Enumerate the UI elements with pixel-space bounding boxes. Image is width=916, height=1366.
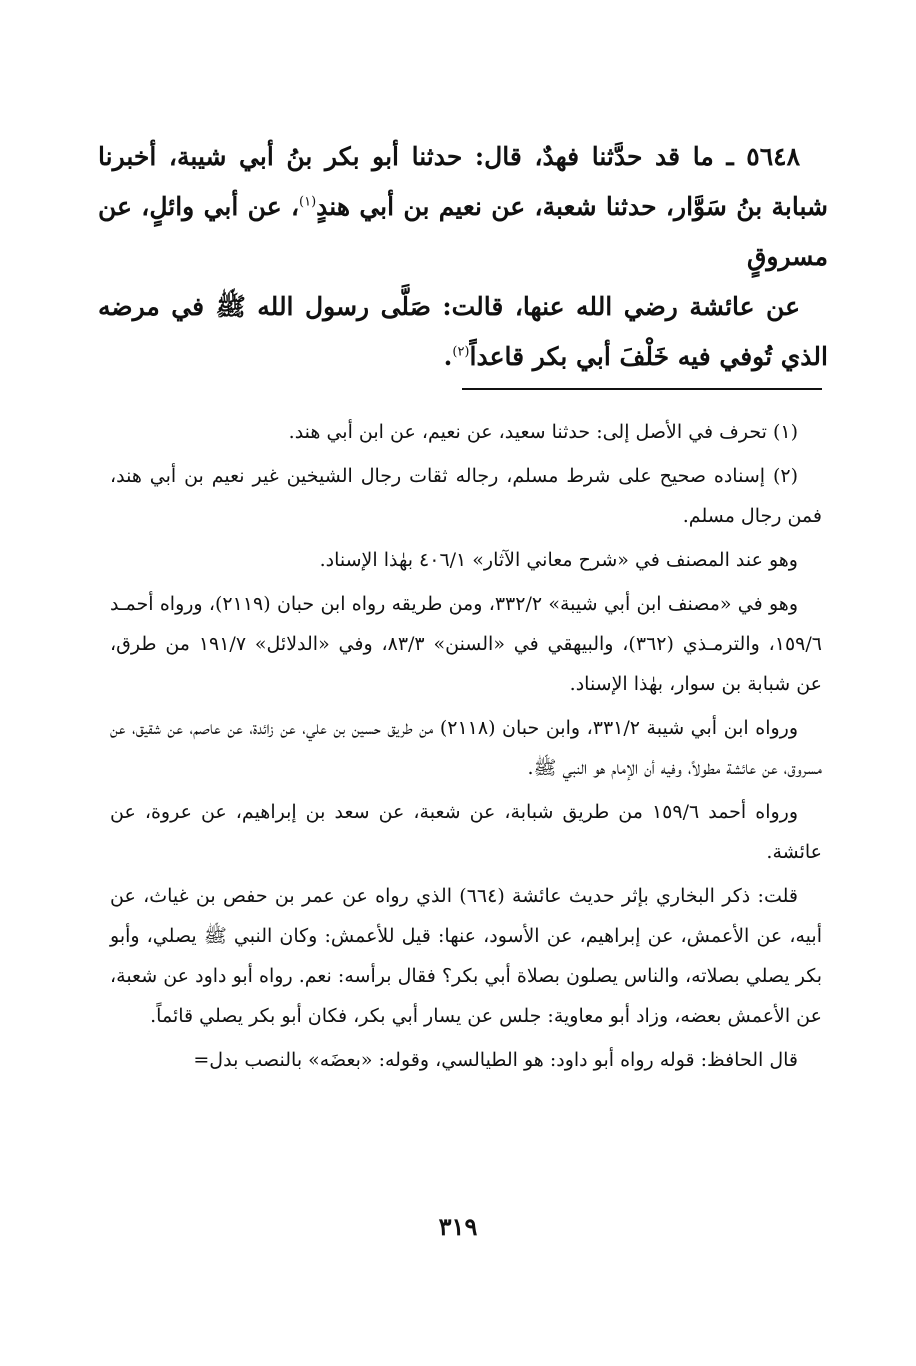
footnote-paragraph: ورواه أحمد ١٥٩/٦ من طريق شبابة، عن شعبة، عن سعد بن إبراهيم، عن عروة، عن عائشة. xyxy=(110,801,822,863)
footnote-1: (١) تحرف في الأصل إلى: حدثنا سعيد، عن نعيم، عن ابن أبي هند. xyxy=(288,421,798,443)
hadith-paragraph xyxy=(98,132,828,282)
hadith-text-end: . xyxy=(443,342,453,371)
footnote-paragraph: وهو في «مصنف ابن أبي شيبة» ٣٣٢/٢، ومن طريقه رواه ابن حبان (٢١١٩)، ورواه أحمـد ١٥٩/٦، والترمـذي (٣٦٢)، والبيهقي في «السنن» ٨٣/٣، وفي «الدلائل» ١٩١/٧ من طرق، عن شبابة بن سوار، بهٰذا الإسناد. xyxy=(110,593,822,695)
footnote-paragraph: قال الحافظ: قوله رواه أبو داود: هو الطيالسي، وقوله: «بعضَه» بالنصب بدل= xyxy=(193,1049,798,1071)
page-number: ٣١٩ xyxy=(438,1212,478,1241)
footnotes xyxy=(110,412,822,1084)
footnote-2: (٢) إسناده صحيح على شرط مسلم، رجاله ثقات رجال الشيخين غير نعيم بن أبي هند، فمن رجال مسلم. xyxy=(110,465,822,527)
main-text xyxy=(98,132,828,382)
footnote-paragraph: وهو عند المصنف في «شرح معاني الآثار» ٤٠٦/١ بهٰذا الإسناد. xyxy=(319,549,798,571)
footnote-ref-2: (٢) xyxy=(452,344,470,360)
footnote-paragraph: ورواه ابن أبي شيبة ٣٣١/٢، وابن حبان (٢١١٨) من طريق حسين بن علي، عن زائدة، عن عاصم، عن شقيق، عن مسروق، عن عائشة مطولاً، وفيه أن الإمام هو النبي ﷺ. xyxy=(110,717,822,779)
hadith-chain-end: ، عن أبي وائلٍ، عن مسروقٍ xyxy=(98,192,828,271)
hadith-chain: ما قد حدَّثنا فهدٌ، قال: حدثنا أبو بكر بنُ أبي شيبة، أخبرنا شبابة بنُ سَوَّار، حدثنا شعبة، عن نعيم بن أبي هندٍ xyxy=(98,142,828,221)
footnote-paragraph: قلت: ذكر البخاري بإثر حديث عائشة (٦٦٤) الذي رواه عن عمر بن حفص بن غياث، عن أبيه، عن الأعمش، عن إبراهيم، عن الأسود، عنها: قيل للأعمش: وكان النبي ﷺ يصلي، وأبو بكر يصلي بصلاته، والناس يصلون بصلاة أبي بكر؟ فقال برأسه: نعم. رواه أبو داود عن شعبة، عن الأعمش بعضه، وزاد أبو معاوية: جلس عن يسار أبي بكر، فكان أبو بكر يصلي قائماً. xyxy=(110,885,823,1027)
hadith-text-paragraph xyxy=(98,282,828,382)
hadith-number: ٥٦٤٨ ـ xyxy=(726,142,800,171)
footnote-ref-1: (١) xyxy=(299,194,317,210)
footnote-separator xyxy=(462,388,822,390)
hadith-text: عن عائشة رضي الله عنها، قالت: صَلَّى رسول الله ﷺ في مرضه الذي تُوفي فيه خَلْفَ أبي بكر قاعداً xyxy=(98,292,828,371)
